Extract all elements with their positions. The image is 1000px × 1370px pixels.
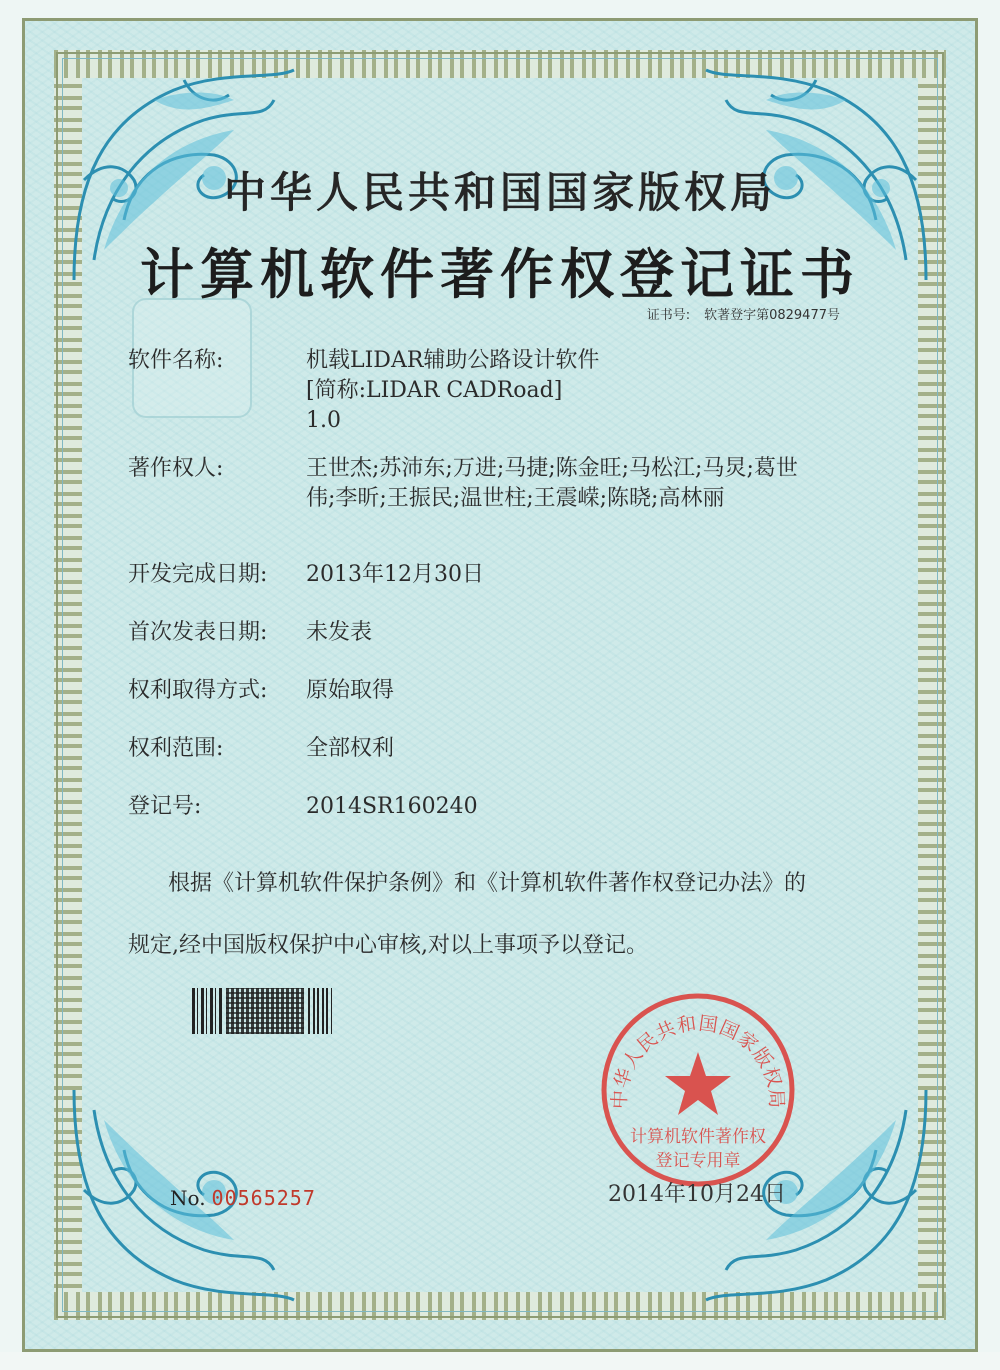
field-label: 首次发表日期:: [128, 620, 268, 645]
field-label: 软件名称:: [128, 348, 224, 373]
field-value-line: 全部权利: [306, 736, 395, 761]
field-value-line: 原始取得: [306, 678, 395, 703]
serial-number: [170, 1186, 316, 1210]
legal-basis-line: 根据《计算机软件保护条例》和《计算机软件著作权登记办法》的: [168, 871, 807, 896]
barcode-bars: [308, 988, 332, 1034]
serial-label: No.: [170, 1186, 206, 1210]
field-label: 登记号:: [128, 794, 202, 819]
certificate-number-value: 软著登字第0829477号: [704, 308, 840, 323]
field-value-line: [简称:LIDAR CADRoad]: [306, 378, 563, 403]
field-value-line: 王世杰;苏沛东;万进;马捷;陈金旺;马松江;马炅;葛世: [306, 456, 798, 481]
barcode-bars: [192, 988, 222, 1034]
field-label: 权利范围:: [128, 736, 224, 761]
official-red-seal: [598, 990, 798, 1190]
seal-arc-text: 中华人民共和国国家版权局: [608, 1012, 788, 1110]
star-icon: [665, 1052, 731, 1115]
certificate-number: [633, 304, 840, 323]
legal-basis-line: 规定,经中国版权保护中心审核,对以上事项予以登记。: [128, 933, 648, 958]
seal-line-1: 计算机软件著作权: [630, 1127, 766, 1147]
field-value-line: 2013年12月30日: [306, 562, 484, 587]
bottom-scan-strip: [0, 1352, 1000, 1370]
field-label: 权利取得方式:: [128, 678, 268, 703]
issuer-name: 中华人民共和国国家版权局: [223, 168, 776, 217]
field-label: 著作权人:: [128, 456, 224, 481]
field-label: 开发完成日期:: [128, 562, 268, 587]
field-value-line: 2014SR160240: [306, 794, 478, 819]
barcode: [192, 988, 332, 1034]
issue-date: 2014年10月24日: [608, 1182, 786, 1207]
serial-value: 00565257: [211, 1186, 316, 1210]
certificate-number-label: 证书号:: [646, 308, 691, 323]
2d-code: [226, 988, 304, 1034]
field-value-line: 伟;李昕;王振民;温世柱;王震嵘;陈晓;高林丽: [306, 486, 725, 511]
certificate-title: 计算机软件著作权登记证书: [140, 242, 860, 306]
field-value-line: 1.0: [306, 408, 341, 433]
field-value-line: 机载LIDAR辅助公路设计软件: [306, 348, 600, 373]
field-value-line: 未发表: [306, 620, 373, 645]
seal-line-2: 登记专用章: [655, 1151, 741, 1171]
